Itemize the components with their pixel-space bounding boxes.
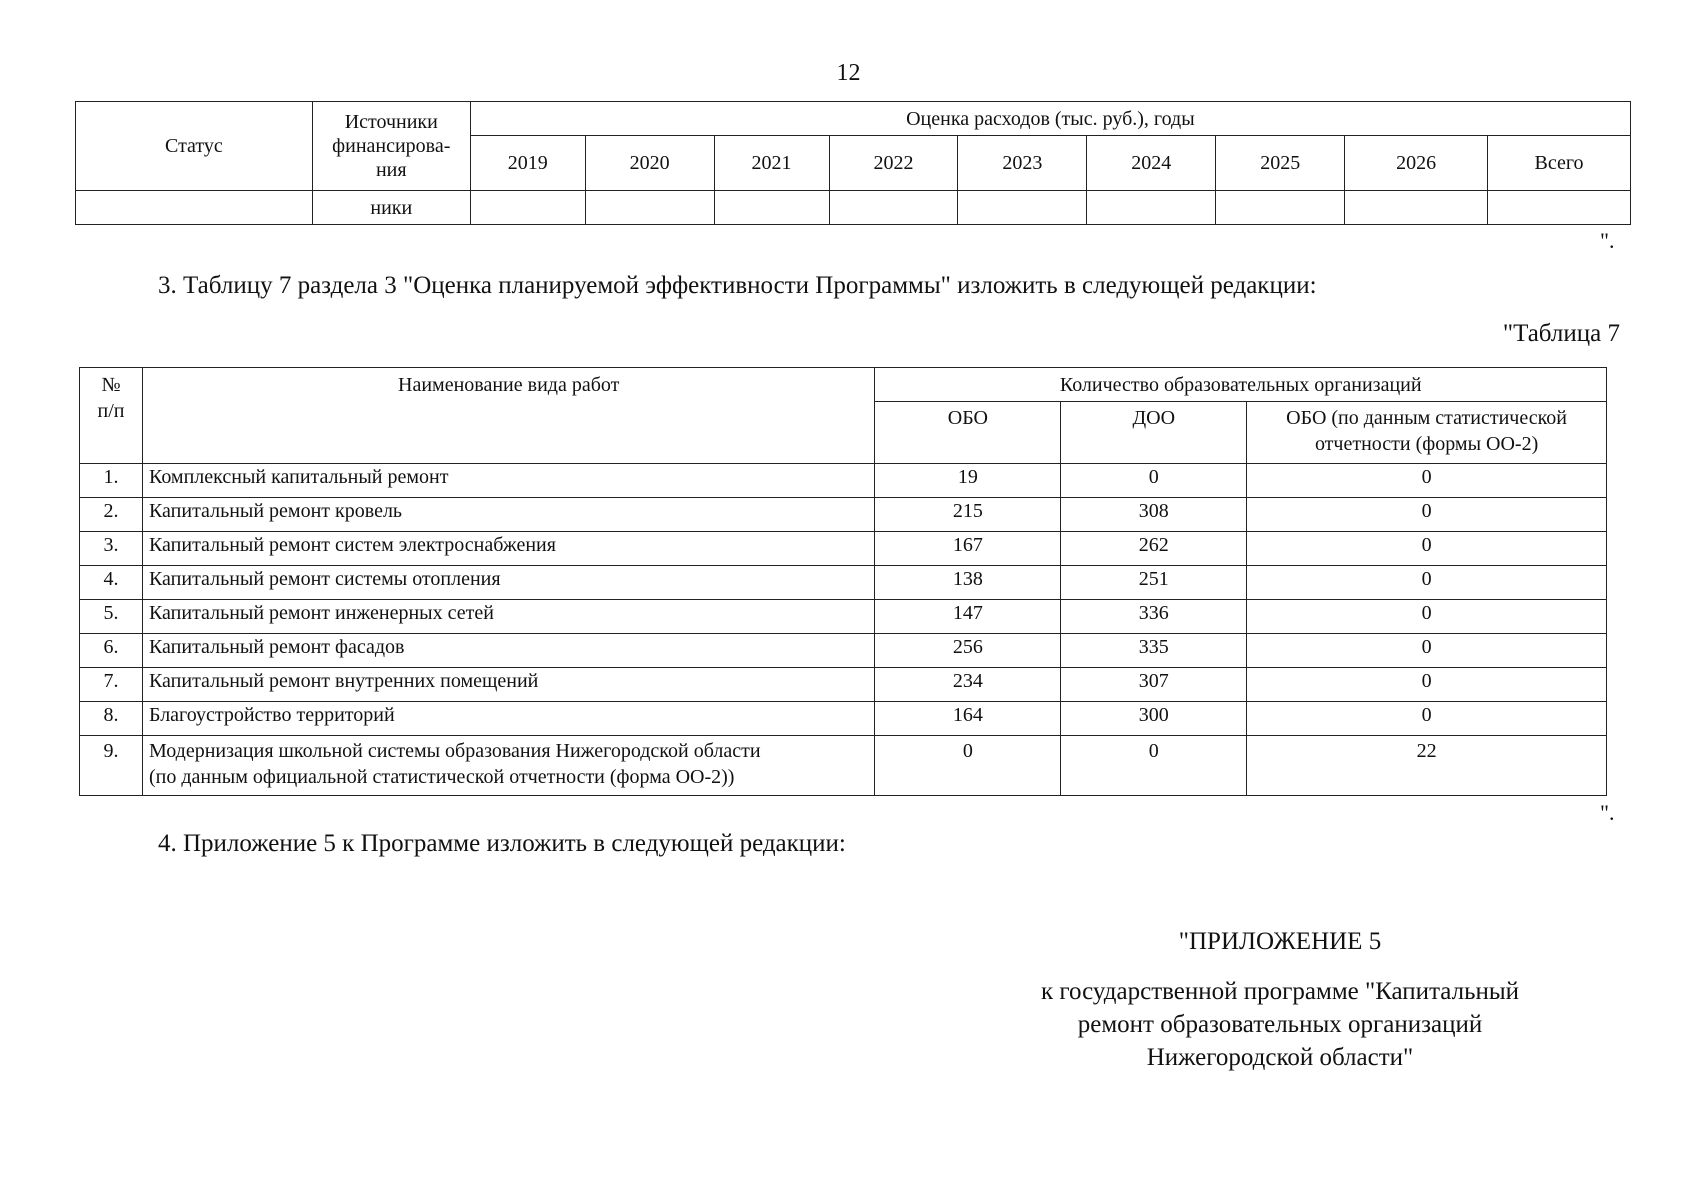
- empty-cell: [1488, 191, 1631, 225]
- row-name: Капитальный ремонт системы отопления: [142, 566, 874, 600]
- row-obo: 256: [875, 634, 1061, 668]
- header-estimate: Оценка расходов (тыс. руб.), годы: [470, 102, 1630, 136]
- year-cell: 2021: [714, 136, 829, 191]
- row-doo: 307: [1061, 668, 1247, 702]
- year-cell: 2026: [1345, 136, 1488, 191]
- row-num: 3.: [80, 532, 143, 566]
- subheader-obo-stat: ОБО (по данным статистической отчетности (формы ОО-2): [1247, 402, 1607, 464]
- subheader-obo: ОБО: [875, 402, 1061, 464]
- appendix-line: Нижегородской области": [1146, 1044, 1414, 1071]
- appendix-line: ремонт образовательных организаций: [1077, 1011, 1483, 1038]
- empty-cell: [1216, 191, 1345, 225]
- year-cell: 2025: [1216, 136, 1345, 191]
- row-doo: 262: [1061, 532, 1247, 566]
- header-num: [80, 368, 143, 464]
- header-num-line: п/п: [97, 400, 125, 422]
- row-stat: 0: [1247, 498, 1607, 532]
- row-doo: 0: [1061, 736, 1247, 796]
- row-doo: 300: [1061, 702, 1247, 736]
- table-row: [80, 600, 1607, 634]
- year-cell: 2020: [585, 136, 714, 191]
- row-name: [142, 736, 874, 796]
- empty-cell: [829, 191, 958, 225]
- table-row: [80, 634, 1607, 668]
- row-stat: 0: [1247, 634, 1607, 668]
- row-stat: 0: [1247, 566, 1607, 600]
- header-sources-line: ния: [375, 159, 407, 181]
- header-quantity: Количество образовательных организаций: [875, 368, 1607, 402]
- row-obo: 138: [875, 566, 1061, 600]
- empty-cell: [585, 191, 714, 225]
- row-name: Комплексный капитальный ремонт: [142, 464, 874, 498]
- row-name: Капитальный ремонт систем электроснабжения: [142, 532, 874, 566]
- row-obo: 167: [875, 532, 1061, 566]
- year-cell: 2022: [829, 136, 958, 191]
- row-stat: 0: [1247, 464, 1607, 498]
- row-stat: 22: [1247, 736, 1607, 796]
- page-number: 12: [836, 60, 861, 86]
- header-sources-line: Источники: [344, 111, 438, 133]
- table-row: [80, 498, 1607, 532]
- subheader-doo: ДОО: [1061, 402, 1247, 464]
- table-row: [80, 532, 1607, 566]
- row-obo: 19: [875, 464, 1061, 498]
- row-num: 5.: [80, 600, 143, 634]
- sources-continuation: ники: [312, 191, 470, 225]
- year-cell: 2019: [470, 136, 585, 191]
- row-num: 1.: [80, 464, 143, 498]
- header-sources: [312, 102, 470, 191]
- table-row: [80, 736, 1607, 796]
- row-num: 7.: [80, 668, 143, 702]
- row-num: 9.: [80, 736, 143, 796]
- row-num: 2.: [80, 498, 143, 532]
- row-name-line: Модернизация школьной системы образования Нижегородской области: [148, 740, 761, 762]
- row-obo: 164: [875, 702, 1061, 736]
- expenses-table-fragment: [75, 101, 1631, 225]
- row-stat: 0: [1247, 600, 1607, 634]
- empty-cell: [1087, 191, 1216, 225]
- total-cell: Всего: [1488, 136, 1631, 191]
- row-num: 8.: [80, 702, 143, 736]
- empty-cell: [1345, 191, 1488, 225]
- table-row: [80, 464, 1607, 498]
- row-obo: 0: [875, 736, 1061, 796]
- row-name: Капитальный ремонт кровель: [142, 498, 874, 532]
- table-row: [80, 702, 1607, 736]
- row-obo: 234: [875, 668, 1061, 702]
- row-name: Капитальный ремонт внутренних помещений: [142, 668, 874, 702]
- row-doo: 336: [1061, 600, 1247, 634]
- empty-cell: [958, 191, 1087, 225]
- row-stat: 0: [1247, 668, 1607, 702]
- row-name: Капитальный ремонт инженерных сетей: [142, 600, 874, 634]
- year-cell: 2024: [1087, 136, 1216, 191]
- paragraph-4: 4. Приложение 5 к Программе изложить в следующей редакции:: [158, 830, 846, 857]
- empty-cell: [76, 191, 313, 225]
- row-num: 6.: [80, 634, 143, 668]
- empty-cell: [470, 191, 585, 225]
- row-obo: 215: [875, 498, 1061, 532]
- row-obo: 147: [875, 600, 1061, 634]
- table-row: [80, 668, 1607, 702]
- row-stat: 0: [1247, 702, 1607, 736]
- year-cell: 2023: [958, 136, 1087, 191]
- row-doo: 308: [1061, 498, 1247, 532]
- header-status: Статус: [76, 102, 313, 191]
- row-num: 4.: [80, 566, 143, 600]
- row-doo: 0: [1061, 464, 1247, 498]
- row-name: Благоустройство территорий: [142, 702, 874, 736]
- row-name: Капитальный ремонт фасадов: [142, 634, 874, 668]
- closing-quote: ".: [1600, 800, 1615, 825]
- table-caption: "Таблица 7: [1502, 320, 1620, 347]
- header-num-line: №: [101, 374, 121, 396]
- table-7: [79, 367, 1607, 796]
- row-doo: 335: [1061, 634, 1247, 668]
- empty-cell: [714, 191, 829, 225]
- row-doo: 251: [1061, 566, 1247, 600]
- paragraph-3: 3. Таблицу 7 раздела 3 "Оценка планируемой эффективности Программы" изложить в следующей редакции:: [158, 272, 1317, 299]
- table-row: [80, 566, 1607, 600]
- header-name: Наименование вида работ: [142, 368, 874, 464]
- appendix-line: к государственной программе "Капитальный: [1040, 978, 1520, 1005]
- header-sources-line: финансирова-: [332, 135, 451, 157]
- row-stat: 0: [1247, 532, 1607, 566]
- appendix-subtitle: [960, 975, 1600, 1074]
- row-name-line: (по данным официальной статистической отчетности (форма ОО-2)): [148, 766, 735, 788]
- closing-quote: ".: [1600, 228, 1615, 253]
- appendix-title: "ПРИЛОЖЕНИЕ 5: [1178, 928, 1382, 955]
